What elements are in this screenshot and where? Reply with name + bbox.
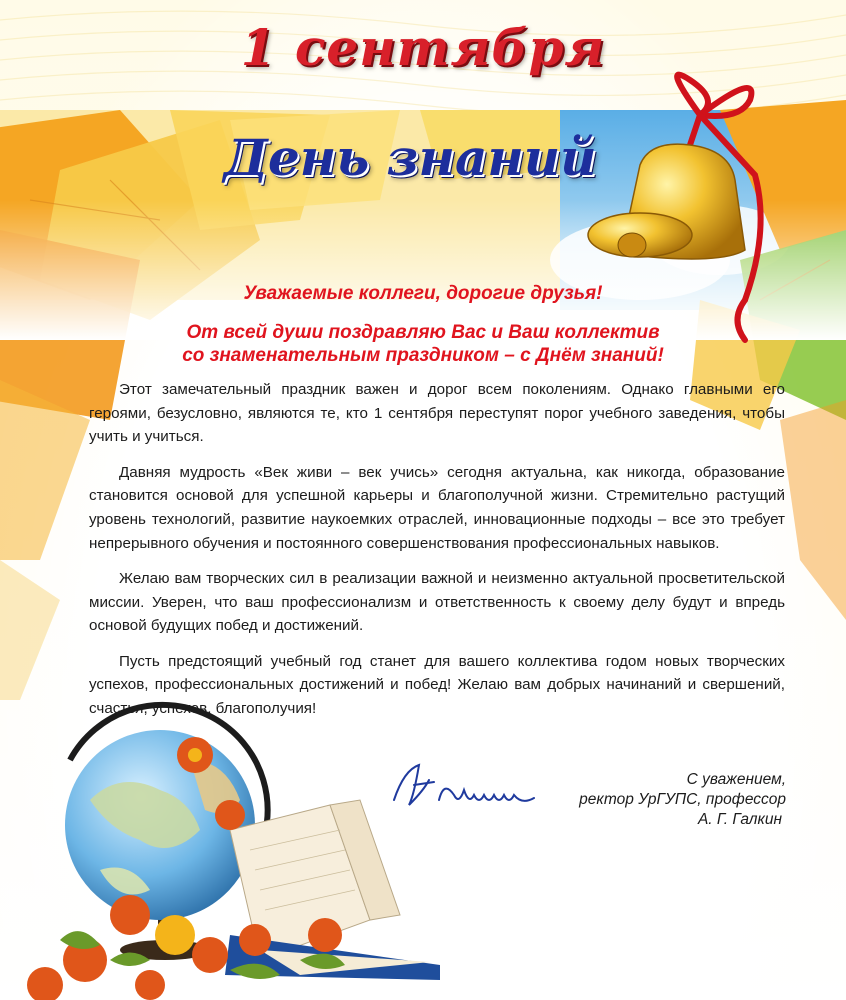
date-title: 1 сентября xyxy=(240,18,606,77)
holiday-title: День знаний xyxy=(223,128,597,187)
congratulation-text xyxy=(0,321,846,367)
greeting-line: Уважаемые коллеги, дорогие друзья! xyxy=(243,283,603,304)
closing-signature-block xyxy=(579,770,786,830)
paragraph-4: Пусть предстоящий учебный год станет для вашего коллектива годом новых творческих успехов, профессиональных достижений и побед! Желаю вам добрых начинаний и свершений, счастья, успехов, благополучия! xyxy=(89,652,785,717)
paragraph-3: Желаю вам творческих сил в реализации важной и неизменно актуальной просветительской миссии. Уверен, что ваш профессионализм и ответственность к своему делу будут и впредь основой будущих побед и достижений. xyxy=(89,569,785,635)
congratulation-line-2: со знаменательным праздником – с Днём знаний! xyxy=(182,345,664,366)
paragraph-2: Давняя мудрость «Век живи – век учись» сегодня актуальна, как никогда, образование становится основой для успешной карьеры и благополучной жизни. Стремительно растущий уровень технологий, развитие наукоемких отраслей, инновационные подходы – все это требует непрерывного обучения и постоянного совершенствования профессиональных навыков. xyxy=(89,463,785,552)
signer-title: ректор УрГУПС, профессор xyxy=(579,791,786,808)
signature xyxy=(384,760,544,820)
closing-regards: С уважением, xyxy=(686,771,786,788)
congratulation-line-1: От всей души поздравляю Вас и Ваш коллектив xyxy=(186,322,660,343)
paragraph-1: Этот замечательный праздник важен и дорог всем поколениям. Однако главными его героями, безусловно, являются те, кто 1 сентября переступят порог учебного заведения, чтобы учить и учиться. xyxy=(89,381,785,446)
letter-body xyxy=(89,378,785,732)
signer-name: А. Г. Галкин xyxy=(697,811,782,828)
